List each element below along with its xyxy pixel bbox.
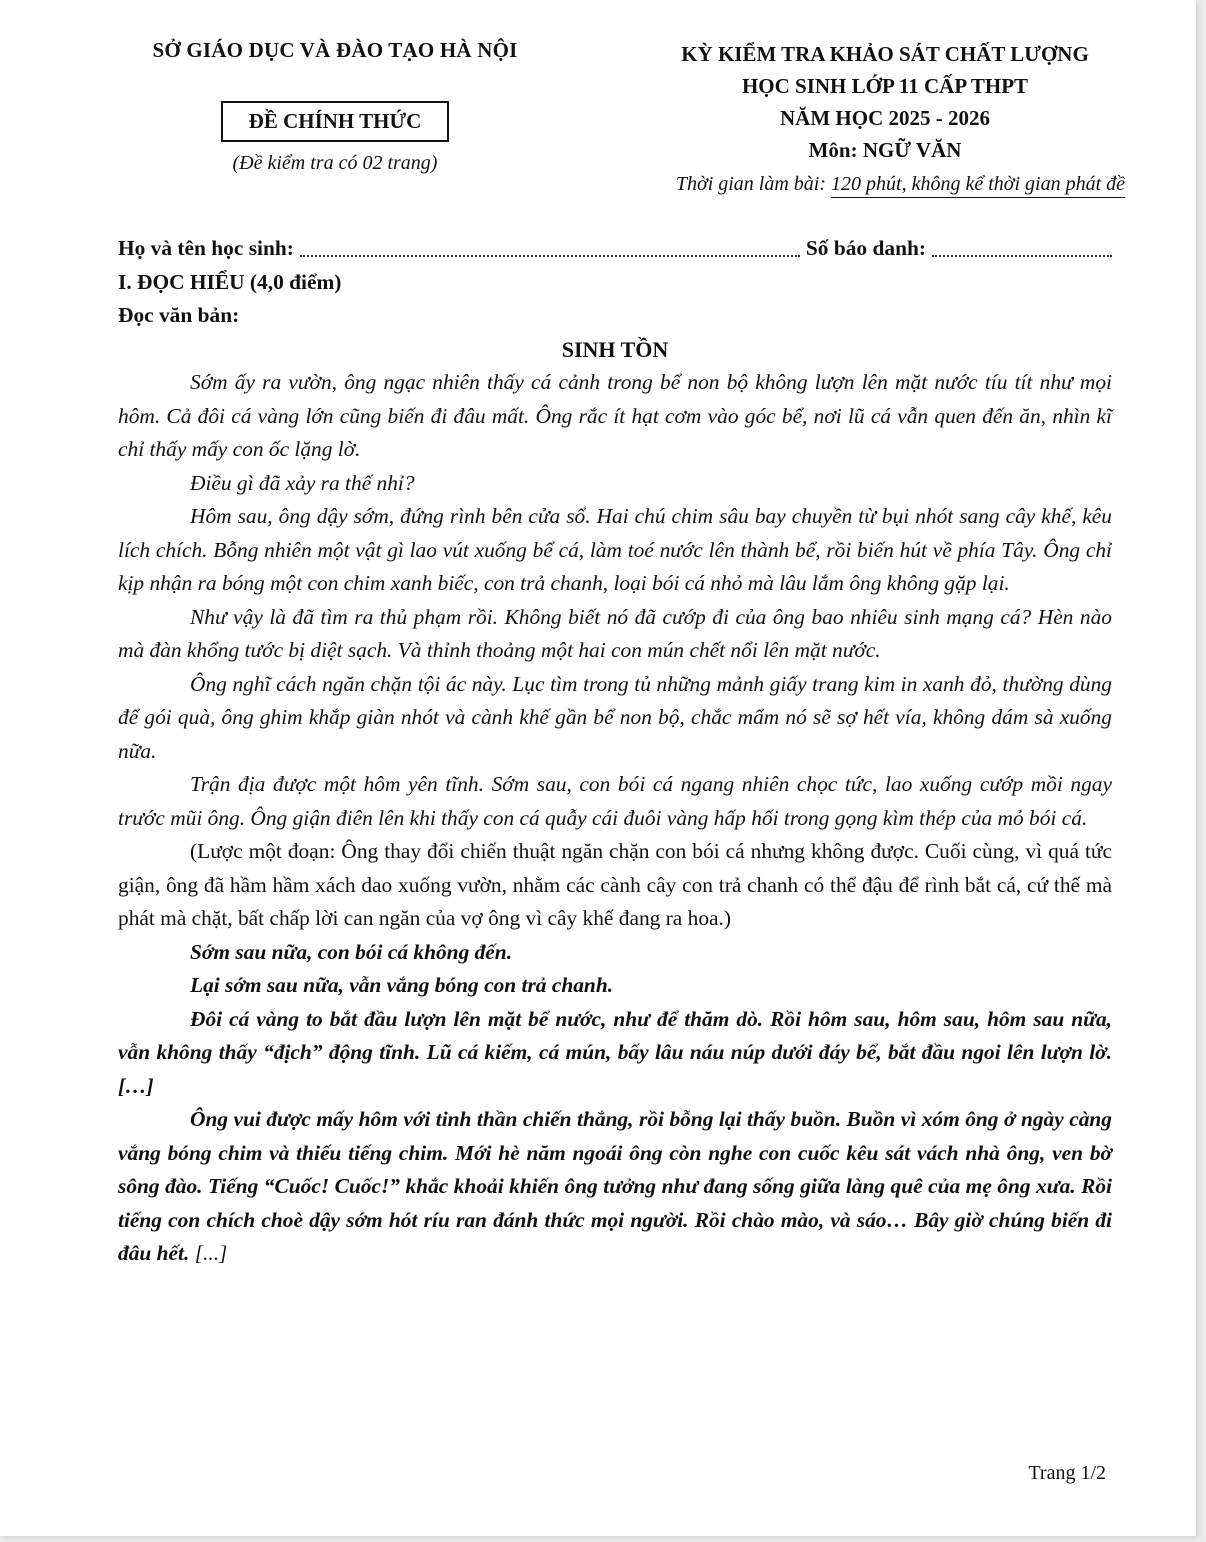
last-ellipsis: [...] bbox=[194, 1241, 228, 1265]
paragraph-last bbox=[118, 1103, 1112, 1271]
official-exam-box: ĐỀ CHÍNH THỨC bbox=[221, 101, 450, 142]
student-id-label: Số báo danh: bbox=[805, 236, 926, 260]
paragraph: Ông nghĩ cách ngăn chặn tội ác này. Lục tìm trong tủ những mảnh giấy trang kim in xanh đỏ, thường dùng để gói quà, ông ghim khắp giàn nhót và cành khế gần bể non bộ, chắc mẩm nó sẽ sợ hết vía, không dám sà xuống nữa. bbox=[118, 671, 1112, 763]
time-limit bbox=[595, 168, 1175, 200]
paragraph: Điều gì đã xảy ra thế nhỉ? bbox=[190, 470, 415, 495]
time-prefix: Thời gian làm bài: bbox=[675, 173, 832, 195]
reading-instruction: Đọc văn bản: bbox=[118, 303, 240, 327]
student-name-blank bbox=[300, 232, 800, 257]
student-name-label: Họ và tên học sinh: bbox=[118, 236, 294, 260]
agency-name: SỞ GIÁO DỤC VÀ ĐÀO TẠO HÀ NỘI bbox=[152, 38, 518, 62]
time-underlined: 120 phút, không kể thời gian phát đề bbox=[831, 173, 1125, 198]
omitted-summary: (Lược một đoạn: Ông thay đổi chiến thuật ngăn chặn con bói cá nhưng không được. Cuối cùng, vì quá tức giận, ông đã hầm hầm xách dao xuống vườn, nhằm các cành cây con trả chanh có thể đậu để rình bắt cá, cứ thế mà phát mà chặt, bất chấp lời can ngăn của vợ ông vì cây khế đang ra hoa.) bbox=[118, 839, 1112, 930]
school-year: NĂM HỌC 2025 - 2026 bbox=[780, 106, 990, 130]
paragraph: Lại sớm sau nữa, vẫn vắng bóng con trả chanh. bbox=[190, 973, 614, 997]
paragraph: Như vậy là đã tìm ra thủ phạm rồi. Không biết nó đã cướp đi của ông bao nhiêu sinh mạng cá? Hèn nào mà đàn khổng tước bị diệt sạch. Và thỉnh thoảng một hai con mún chết nổi lên mặt nước. bbox=[118, 604, 1112, 662]
subject: Môn: NGỮ VĂN bbox=[808, 138, 962, 162]
paragraph-last-text: Ông vui được mấy hôm với tinh thần chiến thắng, rồi bỗng lại thấy buồn. Buồn vì xóm ông ở ngày càng vắng bóng chim và thiếu tiếng chim. Mới hè năm ngoái ông còn nghe con cuốc kêu sát vách nhà ông, ven bờ sông đào. Tiếng “Cuốc! Cuốc!” khắc khoải khiến ông tưởng như đang sống giữa làng quê của mẹ ông xưa. Rồi tiếng con chích choè dậy sớm hót ríu ran đánh thức mọi người. Rồi chào mào, và sáo… Bây giờ chúng biến đi đâu hết. bbox=[118, 1107, 1112, 1265]
paragraph: Trận địa được một hôm yên tĩnh. Sớm sau, con bói cá ngang nhiên chọc tức, lao xuống cướp mồi ngay trước mũi ông. Ông giận điên lên khi thấy con cá quẫy cái đuôi vàng hấp hối trong gọng kìm thép của mỏ bói cá. bbox=[118, 772, 1112, 830]
paragraph: Sớm sau nữa, con bói cá không đến. bbox=[190, 939, 513, 964]
page-number: Trang 1/2 bbox=[1028, 1462, 1106, 1484]
exam-title-line-2: HỌC SINH LỚP 11 CẤP THPT bbox=[741, 74, 1029, 98]
exam-title-line-1: KỲ KIỂM TRA KHẢO SÁT CHẤT LƯỢNG bbox=[681, 42, 1089, 66]
exam-body bbox=[118, 232, 1112, 1271]
student-info-line bbox=[118, 232, 1112, 266]
section-heading: I. ĐỌC HIỂU (4,0 điểm) bbox=[118, 269, 342, 294]
header-right bbox=[595, 38, 1175, 200]
student-id-blank bbox=[932, 232, 1112, 257]
header-left bbox=[100, 38, 570, 175]
pages-note: (Đề kiểm tra có 02 trang) bbox=[232, 152, 438, 174]
text-title: SINH TỒN bbox=[561, 336, 669, 362]
paragraph: Đôi cá vàng to bắt đầu lượn lên mặt bể nước, như để thăm dò. Rồi hôm sau, hôm sau, hôm sau nữa, vẫn không thấy “địch” động tĩnh. Lũ cá kiếm, cá mún, bấy lâu náu núp dưới đáy bể, bắt đầu ngoi lên lượn lờ. […] bbox=[118, 1006, 1112, 1098]
paragraph: Sớm ấy ra vườn, ông ngạc nhiên thấy cá cảnh trong bể non bộ không lượn lên mặt nước tíu tít như mọi hôm. Cả đôi cá vàng lớn cũng biến đi đâu mất. Ông rắc ít hạt cơm vào góc bể, nơi lũ cá vẫn quen đến ăn, nhìn kĩ chỉ thấy mấy con ốc lặng lờ. bbox=[118, 370, 1112, 461]
paragraph: Hôm sau, ông dậy sớm, đứng rình bên cửa sổ. Hai chú chim sâu bay chuyền từ bụi nhót sang cây khế, kêu lích chích. Bỗng nhiên một vật gì lao vút xuống bể cá, làm toé nước lên thành bể, rồi biến hút về phía Tây. Ông chỉ kịp nhận ra bóng một con chim xanh biếc, con trả chanh, loại bói cá nhỏ mà lâu lắm ông không gặp lại. bbox=[118, 504, 1112, 595]
